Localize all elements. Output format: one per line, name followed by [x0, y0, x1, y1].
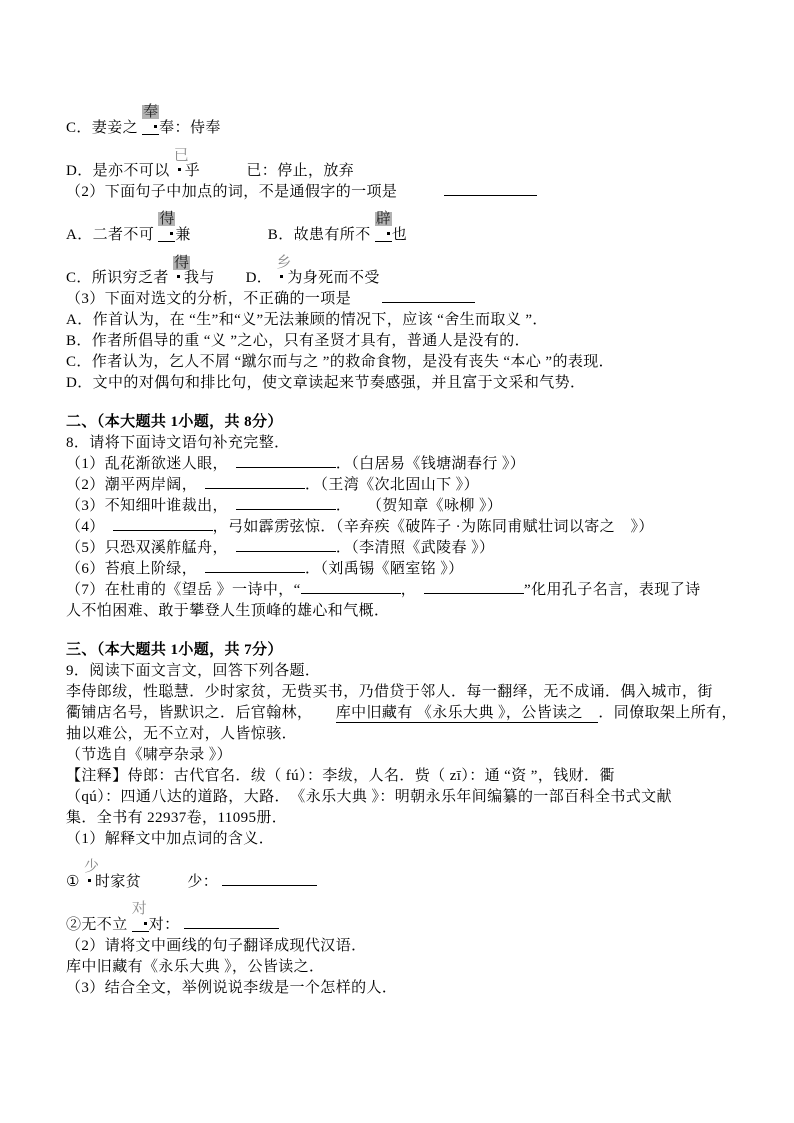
text-run: ”化用孔子名言，表现了诗 [524, 582, 701, 598]
text-run: 库中旧藏有《永乐大典 》，公皆读之． [66, 959, 325, 975]
text-run: （2）下面句子中加点的词，不是通假字的一项是 [66, 184, 444, 200]
dotted-word-annotation [142, 104, 159, 135]
emphasis-dot-icon [170, 232, 173, 235]
dotted-word-annotation [131, 901, 149, 932]
text-run: 为身死而不受 [287, 270, 380, 286]
section-header-line [66, 640, 738, 661]
doc-line [66, 601, 738, 622]
doc-line [66, 850, 738, 893]
doc-line [66, 538, 738, 559]
raised-annotation-char: 辟 [375, 211, 391, 227]
emphasis-dot-icon [154, 125, 157, 128]
answer-blank [205, 560, 305, 573]
doc-line [66, 893, 738, 936]
dotted-word-annotation [84, 859, 100, 889]
answer-blank [444, 183, 537, 196]
doc-line [66, 808, 738, 829]
dotted-word-annotation [375, 211, 392, 242]
text-run: 衢铺店名号，皆默识之．后官翰林， [66, 705, 336, 721]
text-run: 人不怕困难、敢于攀登人生顶峰的雄心和气概． [66, 603, 390, 619]
doc-line [66, 203, 738, 246]
dotted-word-annotation [173, 255, 189, 285]
answer-blank [113, 518, 213, 531]
doc-line [66, 517, 738, 538]
raised-annotation-char: 已 [173, 148, 189, 164]
doc-line [66, 352, 738, 373]
text-run: （5）只恐双溪舴艋舟， [66, 540, 236, 556]
raised-annotation-char: 少 [84, 859, 100, 875]
answer-blank [424, 581, 524, 594]
text-run: C．所识穷乏者 [66, 270, 173, 286]
text-run: 李侍郎绂，性聪慧．少时家贫，无赀买书，乃借贷于邻人．每一翻绎，无不成诵．偶入城市，街 [66, 684, 713, 700]
doc-line [66, 957, 738, 978]
text-run: （3）下面对选文的分析，不正确的一项是 [66, 291, 382, 307]
doc-line [66, 310, 738, 331]
answer-blank [205, 476, 305, 489]
doc-line [66, 661, 738, 682]
raised-annotation-char: 对 [131, 901, 147, 917]
emphasis-dot-icon [177, 275, 180, 278]
dotted-word-annotation [173, 148, 189, 178]
doc-line [66, 331, 738, 352]
dotted-word-annotation [276, 255, 292, 285]
text-run: 兼 B．故患有所不 [175, 227, 375, 243]
answer-blank [236, 497, 336, 510]
text-run: （1）解释文中加点词的含义． [66, 831, 275, 847]
text-run: D．文中的对偶句和排比句，使文章读起来节奏感强，并且富于文采和气势． [66, 375, 586, 391]
doc-line [66, 289, 738, 310]
answer-blank [301, 581, 401, 594]
doc-line [66, 496, 738, 517]
text-run: 也 [391, 227, 408, 243]
text-run: ．（王湾《次北固山下 》） [305, 477, 479, 493]
text-run: 8．请将下面诗文语句补充完整． [66, 435, 290, 451]
doc-line [66, 454, 738, 475]
text-run: （1）乱花渐欲迷人眼， [66, 456, 236, 472]
answer-blank [382, 290, 475, 303]
doc-line [66, 475, 738, 496]
doc-line [66, 682, 738, 703]
text-run: ① [66, 874, 84, 890]
text-run: 我与 D． [183, 270, 277, 286]
text-run: ，弓如霹雳弦惊．（辛弃疾《破阵子 ·为陈同甫赋壮词以寄之 》） [212, 519, 654, 535]
text-run: 9．阅读下面文言文，回答下列各题． [66, 663, 321, 679]
text-run: B．作者所倡导的重 “义 ”之心，只有圣贤才具有，普通人是没有的． [66, 333, 531, 349]
doc-line [66, 96, 738, 139]
text-run: ．同僚取架上所有， [598, 705, 737, 721]
text-run: ．（李清照《武陵春 》） [335, 540, 495, 556]
text-run: （4） [66, 519, 113, 535]
doc-line [66, 373, 738, 394]
doc-line [66, 433, 738, 454]
raised-annotation-char: 得 [173, 255, 189, 271]
doc-line [66, 787, 738, 808]
raised-annotation-char: 得 [159, 211, 175, 227]
section-header-line [66, 412, 738, 433]
text-run: C．妻妾之 [66, 120, 143, 136]
text-run: 三、（本大题共 1小题，共 7分） [66, 642, 283, 658]
text-run: 对： [148, 917, 184, 933]
doc-line [66, 703, 738, 724]
emphasis-dot-icon [280, 275, 283, 278]
text-run: （2）请将文中画线的句子翻译成现代汉语． [66, 938, 367, 954]
emphasis-dot-icon [88, 879, 91, 882]
doc-line [66, 559, 738, 580]
raised-annotation-char: 乡 [276, 255, 292, 271]
emphasis-dot-icon [178, 168, 181, 171]
doc-line [66, 829, 738, 850]
text-run: 集．全书有 22937卷，11095册． [66, 810, 288, 826]
doc-line [66, 936, 738, 957]
text-run: （2）潮平两岸阔， [66, 477, 206, 493]
text-run: ．（白居易《钱塘湖春行 》） [335, 456, 526, 472]
answer-blank [236, 455, 336, 468]
raised-annotation-char: 奉 [143, 104, 159, 120]
emphasis-dot-icon [387, 232, 390, 235]
text-run: A．作首认为，在 “生”和“义”无法兼顾的情况下，应该 “舍生而取义 ”． [66, 312, 548, 328]
text-run: （3）结合全文，举例说说李绂是一个怎样的人． [66, 980, 398, 996]
text-run: （qú）：四通八达的道路，大路． 《永乐大典 》：明朝永乐年间编纂的一部百科全书式文献 [66, 789, 672, 805]
text-run: D．是亦不可以 [66, 163, 174, 179]
text-run: ． （贺知章《咏柳 》） [335, 498, 503, 514]
text-run: ， [400, 582, 425, 598]
doc-line [66, 745, 738, 766]
text-run: （3）不知细叶谁裁出， [66, 498, 236, 514]
text-run: （7）在杜甫的《望岳 》一诗中，“ [66, 582, 301, 598]
underlined-sentence: 库中旧藏有 《永乐大典 》，公皆读之 [335, 705, 599, 721]
text-run: ．（刘禹锡《陋室铭 》） [305, 561, 464, 577]
answer-blank [222, 873, 317, 886]
doc-line [66, 580, 738, 601]
text-run: 抽以难公，无不立对，人皆惊骇． [66, 726, 298, 742]
text-run: 【注释】侍郎：古代官名．绂（ fú）：李绂，人名．赀（ zī）：通 “资 ”，钱财．衢 [66, 768, 615, 784]
text-run: 乎 已：停止，放弃 [184, 163, 355, 179]
text-run: A．二者不可 [66, 227, 159, 243]
text-run: 奉：侍奉 [159, 120, 221, 136]
doc-line [66, 724, 738, 745]
doc-line [66, 182, 738, 203]
doc-line [66, 978, 738, 999]
text-run: （节选自《啸亭杂录 》） [66, 747, 233, 763]
text-run: ②无不立 [66, 917, 132, 933]
text-run: C．作者认为，乞人不屑 “蹴尔而与之 ”的救命食物，是没有丧失 “本心 ”的表现． [66, 354, 615, 370]
doc-line [66, 139, 738, 182]
answer-blank [236, 539, 336, 552]
answer-blank [184, 916, 279, 929]
text-run: 时家贫 少： [95, 874, 223, 890]
emphasis-dot-icon [144, 922, 147, 925]
doc-line [66, 246, 738, 289]
doc-line [66, 766, 738, 787]
dotted-word-annotation [158, 211, 175, 242]
text-run: 二、（本大题共 1小题，共 8分） [66, 414, 283, 430]
text-run: （6）苔痕上阶绿， [66, 561, 206, 577]
